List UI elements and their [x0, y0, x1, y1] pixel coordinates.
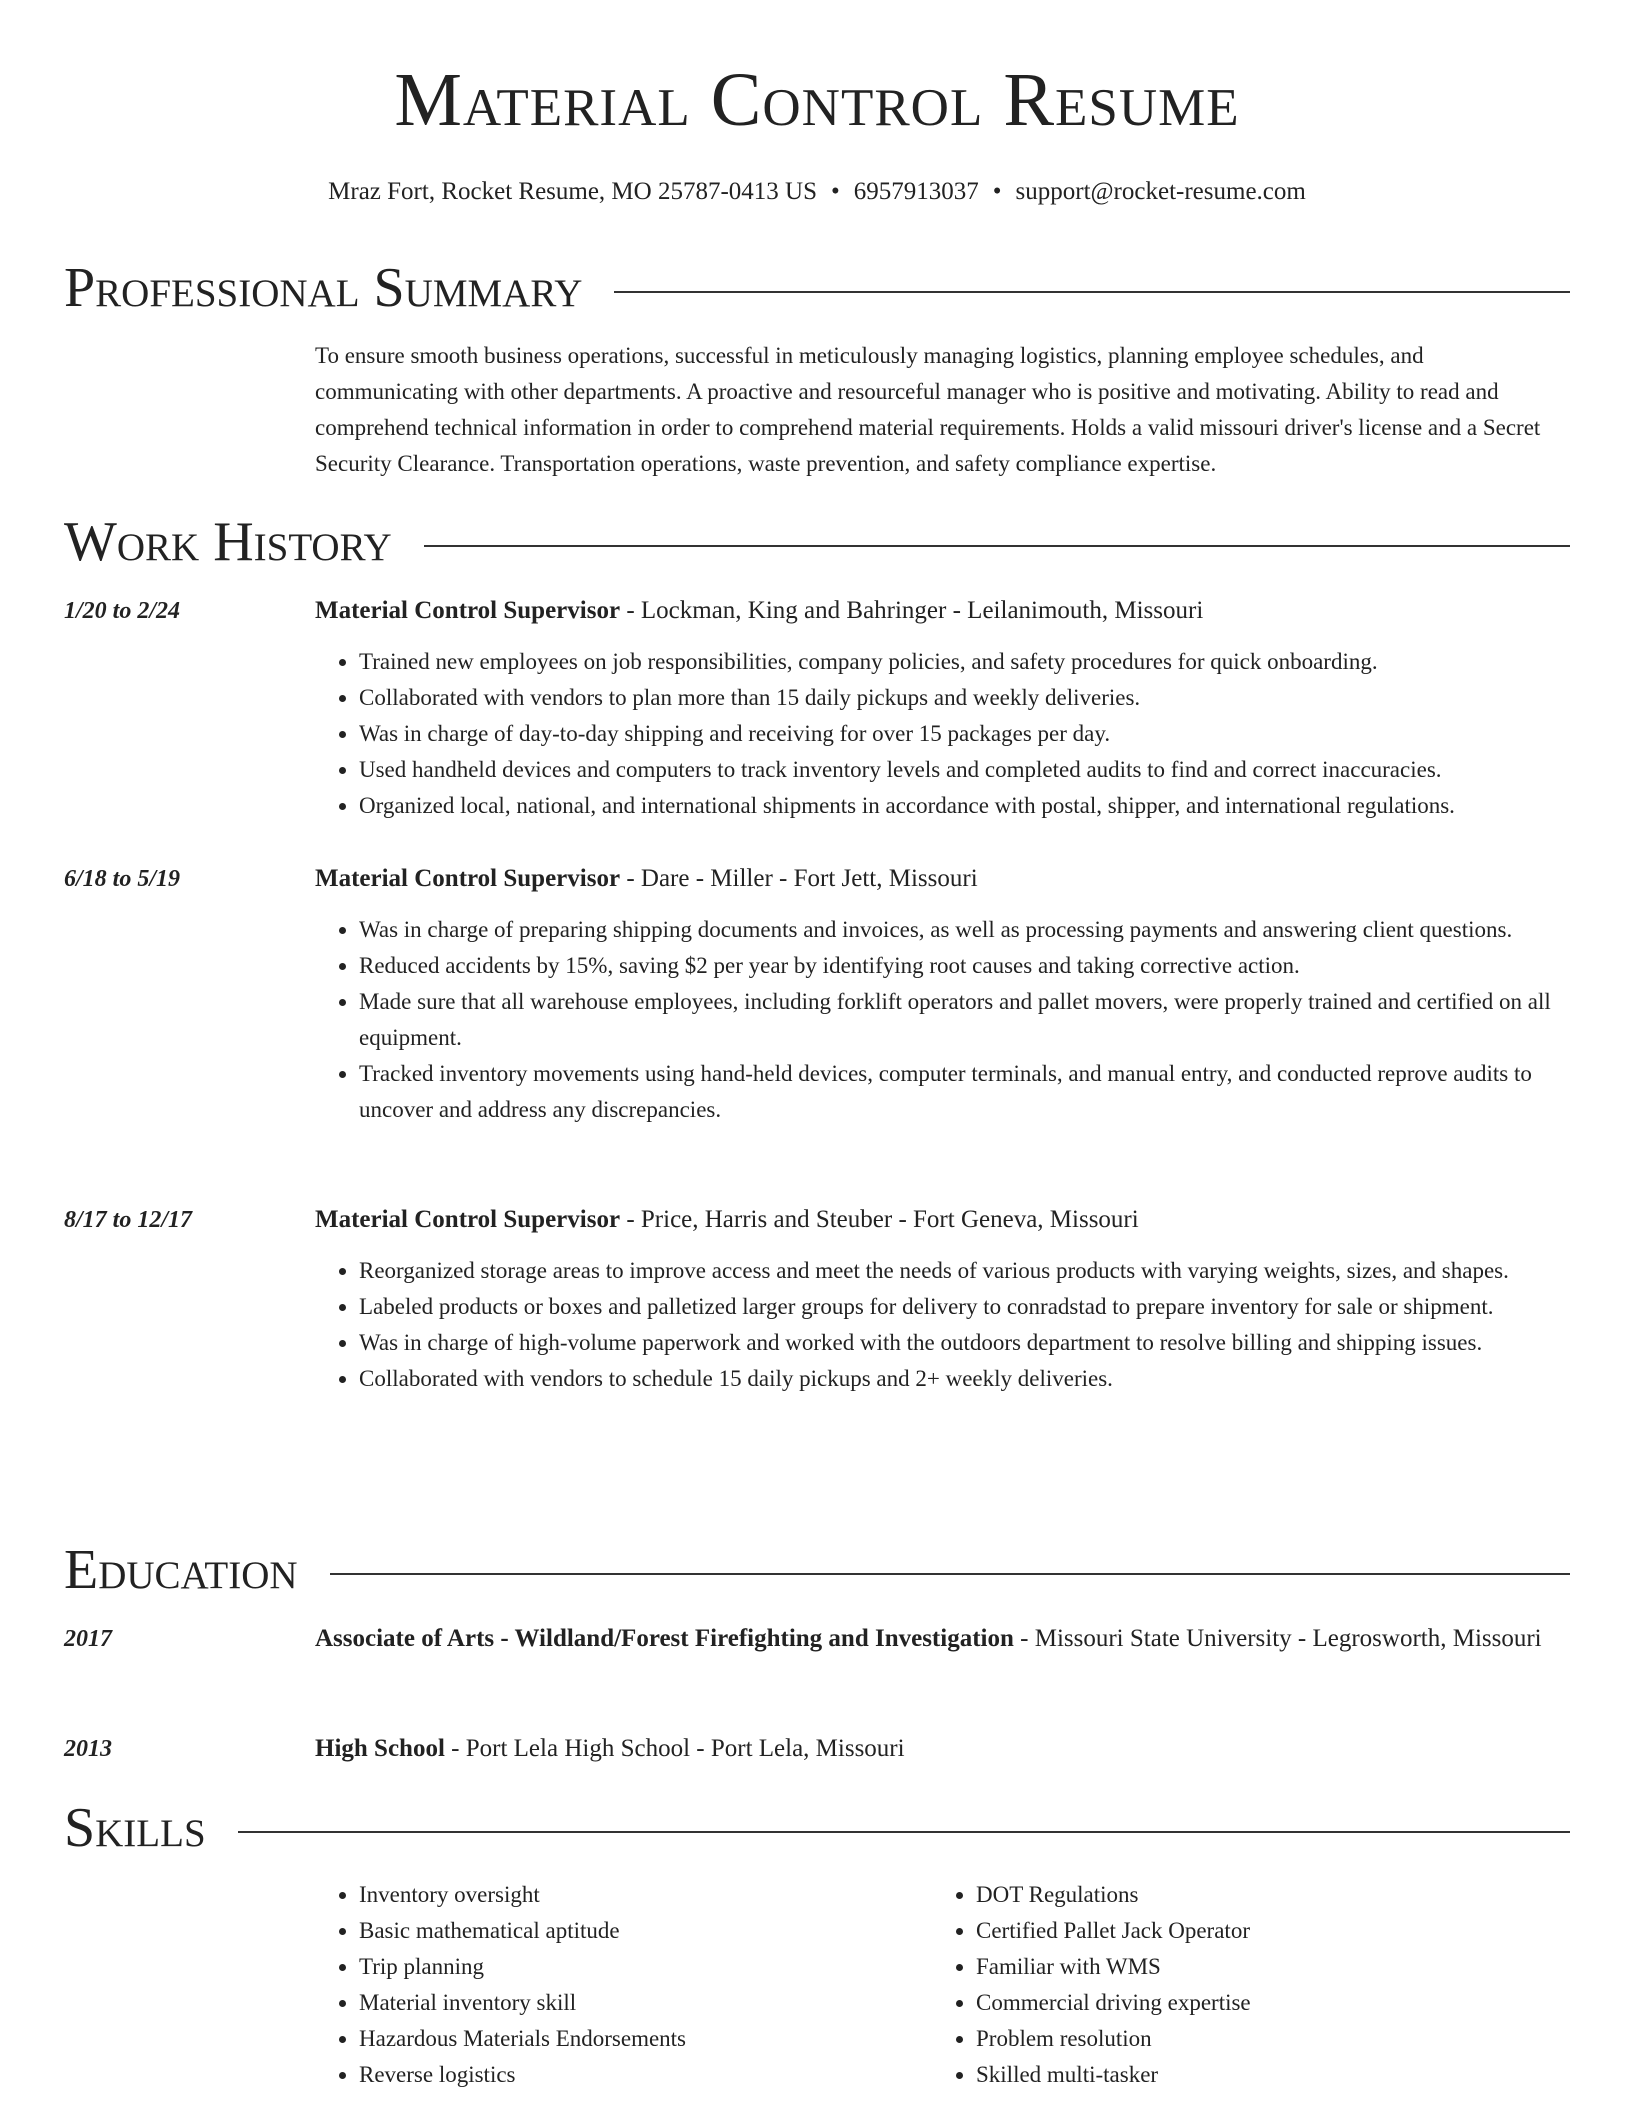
list-item: • Trained new employees on job responsibilities, company policies, and safety procedures for quick onboarding.: [359, 644, 1570, 680]
contact-email: support@rocket-resume.com: [1015, 178, 1306, 205]
list-item: • Was in charge of high-volume paperwork and worked with the outdoors department to resolve billing and shipping issues.: [359, 1325, 1570, 1361]
job-dates: 8/17 to 12/17: [64, 1207, 193, 1233]
skill-item: • Problem resolution: [976, 2021, 1549, 2057]
section-title: Work History: [64, 511, 392, 573]
list-item: • Was in charge of day-to-day shipping and receiving for over 15 packages per day.: [359, 716, 1570, 752]
document-title: Material Control Resume: [394, 58, 1240, 142]
education-degree: High School: [315, 1735, 445, 1762]
list-item: • Was in charge of preparing shipping documents and invoices, as well as processing payments and answering client questions.: [359, 912, 1570, 948]
skill-item: • Commercial driving expertise: [976, 1985, 1549, 2021]
skill-item: • Trip planning: [359, 1949, 932, 1985]
job-title: Material Control Supervisor: [315, 865, 621, 892]
section-divider: [614, 291, 1570, 293]
section-title: Professional Summary: [64, 257, 583, 319]
contact-line: [64, 176, 1570, 208]
job-dates: 6/18 to 5/19: [64, 866, 181, 892]
skill-item: • Basic mathematical aptitude: [359, 1913, 932, 1949]
skill-item: • Certified Pallet Jack Operator: [976, 1913, 1549, 1949]
education-body: [315, 1620, 1570, 1658]
list-item: • Reduced accidents by 15%, saving $2 per year by identifying root causes and taking corrective action.: [359, 948, 1570, 984]
contact-phone: 6957913037: [853, 178, 979, 205]
list-item: • Tracked inventory movements using hand-held devices, computer terminals, and manual entry, and conducted reprove audits to uncover and address any discrepancies.: [359, 1056, 1570, 1128]
skill-item: • Material inventory skill: [359, 1985, 932, 2021]
list-item: • Used handheld devices and computers to track inventory levels and completed audits to find and correct inaccuracies.: [359, 752, 1570, 788]
education-headline: [315, 1730, 1570, 1768]
education-details: - Missouri State University - Legrosworth, Missouri: [1013, 1625, 1542, 1652]
summary-text: To ensure smooth business operations, successful in meticulously managing logistics, planning employee schedules, and communicating with other departments. A proactive and resourceful manager who is positive and motivating. Ability to read and comprehend technical information in order to comprehend material requirements. Holds a valid missouri driver's license and a Secret Security Clearance. Transportation operations, waste prevention, and safety compliance expertise.: [315, 343, 1541, 476]
job-body: [315, 1201, 1570, 1397]
job-details: - Price, Harris and Steuber - Fort Geneva, Missouri: [620, 1206, 1139, 1233]
section-divider: [330, 1573, 1570, 1575]
section-heading-education: [64, 1539, 1570, 1601]
education-details: - Port Lela High School - Port Lela, Missouri: [444, 1735, 905, 1762]
skills-column-left: [315, 1877, 932, 2093]
job-title: Material Control Supervisor: [315, 1206, 621, 1233]
skill-item: • Familiar with WMS: [976, 1949, 1549, 1985]
skill-item: • Reverse logistics: [359, 2057, 932, 2093]
list-item: • Organized local, national, and international shipments in accordance with postal, shipper, and international regulations.: [359, 788, 1570, 824]
contact-address: Mraz Fort, Rocket Resume, MO 25787-0413 US: [328, 178, 817, 205]
list-item: • Collaborated with vendors to schedule 15 daily pickups and 2+ weekly deliveries.: [359, 1361, 1570, 1397]
job-headline: [315, 592, 1570, 630]
list-item: • Collaborated with vendors to plan more than 15 daily pickups and weekly deliveries.: [359, 680, 1570, 716]
section-divider: [238, 1831, 1570, 1833]
list-item: • Labeled products or boxes and palletized larger groups for delivery to conradstad to prepare inventory for sale or shipment.: [359, 1289, 1570, 1325]
job-body: [315, 860, 1570, 1128]
education-headline: [315, 1620, 1570, 1658]
job-headline: [315, 1201, 1570, 1239]
section-heading-skills: [64, 1797, 1570, 1859]
contact-separator: •: [992, 178, 1002, 205]
contact-separator: •: [831, 178, 840, 205]
job-dates: 1/20 to 2/24: [64, 598, 181, 624]
education-degree: Associate of Arts - Wildland/Forest Firefighting and Investigation: [315, 1625, 1014, 1652]
resume-page: [64, 0, 1570, 2112]
job-bullets: [315, 912, 1570, 1128]
skill-item: • Inventory oversight: [359, 1877, 932, 1913]
skills-column-right: [932, 1877, 1549, 2093]
list-item: • Made sure that all warehouse employees, including forklift operators and pallet movers, were properly trained and certified on all equipment.: [359, 984, 1570, 1056]
section-heading-summary: [64, 257, 1570, 319]
job-title: Material Control Supervisor: [315, 597, 621, 624]
skill-item: • DOT Regulations: [976, 1877, 1549, 1913]
job-body: [315, 592, 1570, 824]
job-headline: [315, 860, 1570, 898]
job-details: - Dare - Miller - Fort Jett, Missouri: [620, 865, 978, 892]
skill-item: • Skilled multi-tasker: [976, 2057, 1549, 2093]
job-details: - Lockman, King and Bahringer - Leilanimouth, Missouri: [620, 597, 1204, 624]
job-bullets: [315, 644, 1570, 824]
section-divider: [424, 545, 1570, 547]
education-year: 2017: [64, 1626, 112, 1652]
job-bullets: [315, 1253, 1570, 1397]
section-title: Skills: [64, 1797, 206, 1859]
skill-item: • Hazardous Materials Endorsements: [359, 2021, 932, 2057]
education-body: [315, 1730, 1570, 1768]
section-heading-work-history: [64, 511, 1570, 573]
education-year: 2013: [64, 1736, 112, 1762]
section-title: Education: [64, 1539, 298, 1601]
skills-list: [315, 1877, 1570, 2093]
list-item: • Reorganized storage areas to improve access and meet the needs of various products with varying weights, sizes, and shapes.: [359, 1253, 1570, 1289]
